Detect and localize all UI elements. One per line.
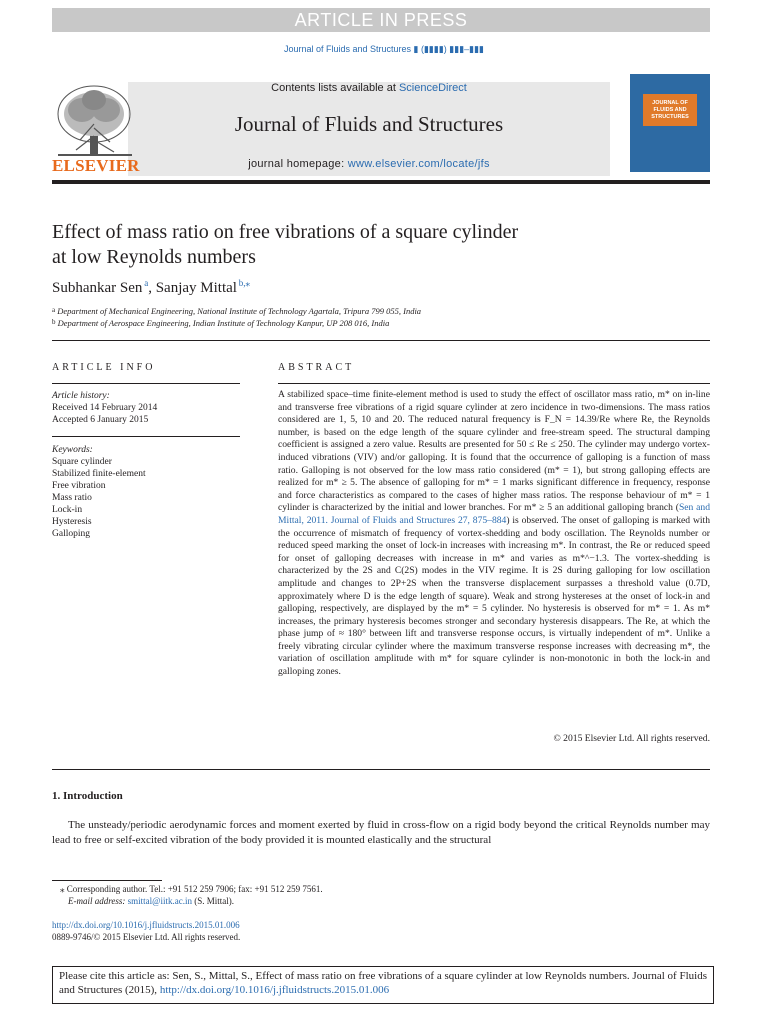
masthead-rule (52, 180, 710, 184)
affiliation-a-marker: a (52, 306, 56, 314)
homepage-link[interactable]: www.elsevier.com/locate/jfs (347, 158, 490, 170)
abstract-text-part2: ) is observed. The onset of galloping is marked with the occurrence of mismatch of frequency of vortex-shedding and body oscillation. The Reynolds number or reduced speed marking the onset of lock-in increases with increasing m*. In contrast, the Re or reduced speed for onset of galloping decreases with increase in m* and varies as m*^−1.3. The vortex-shedding is characterized by the 2S and C(2S) modes in the VIV regime. It is 2S during galloping for low oscillation amplitude and changes to 2P+2S when the transverse displacement surpasses a threshold value (0.7D, approximately where D is the edge length of square). Weak and strong hystereses at the onset of lock-in and galloping, respectively, are displayed by the m* = 5 cylinder. No hysteresis is observed for m* = 1. As m* increases, the primary hysteresis becomes stronger and secondary hysteresis disappears. The Re, at which the phase jump of ≈ 180° between lift and transverse response occurs, is virtually independent of m*. Unlike a freely vibrating circular cylinder where the maximum transverse response increases with decreasing m*, the variation of oscillation amplitude with m* for square cylinder is non-monotonic in both the lock-in and galloping zones. (278, 514, 710, 678)
article-title (52, 220, 672, 270)
cite-this-article-box (52, 966, 714, 1004)
email-note (68, 896, 234, 906)
affiliation-b (52, 318, 389, 328)
contents-line (128, 82, 610, 94)
article-history (52, 390, 157, 426)
keywords (52, 444, 146, 540)
article-info-heading: ARTICLE INFO (52, 362, 156, 373)
copyright: © 2015 Elsevier Ltd. All rights reserved. (553, 733, 710, 744)
cite-doi-link[interactable]: http://dx.doi.org/10.1016/j.jfluidstructs.2015.01.006 (159, 984, 390, 996)
accepted-date: Accepted 6 January 2015 (52, 415, 149, 425)
article-title-line1: Effect of mass ratio on free vibrations of a square cylinder (52, 221, 519, 243)
section-divider (52, 340, 710, 341)
author-sen-affiliation-link[interactable]: a (144, 278, 149, 288)
abstract-heading: ABSTRACT (278, 362, 355, 373)
received-date: Received 14 February 2014 (52, 403, 158, 413)
abstract-body (278, 389, 710, 679)
journal-reference-link[interactable]: Journal of Fluids and Structures ▮ (▮▮▮▮) ▮▮▮–▮▮▮ (283, 44, 485, 54)
keyword-item: Square cylinder (52, 457, 112, 467)
journal-cover-image[interactable] (630, 74, 710, 172)
keyword-item: Stabilized finite-element (52, 469, 146, 479)
affiliation-b-marker: b (52, 318, 56, 326)
homepage-prefix: journal homepage: (248, 158, 348, 170)
article-in-press-banner: ARTICLE IN PRESS (52, 8, 710, 32)
info-divider (52, 383, 240, 384)
email-label: E-mail address: (68, 896, 128, 906)
affiliation-a-text: Department of Mechanical Engineering, National Institute of Technology Agartala, Tripura 799 055, India (57, 306, 422, 316)
contents-prefix: Contents lists available at (271, 82, 399, 94)
keyword-item: Lock-in (52, 505, 83, 515)
authors: Subhankar Sen $^a$, Sanjay Mittal $^{b,⁎}$ (52, 278, 251, 296)
email-link[interactable]: smittal@iitk.ac.in (127, 896, 192, 906)
elsevier-wordmark: ELSEVIER (52, 156, 140, 175)
history-label: Article history: (52, 391, 110, 401)
keyword-item: Free vibration (52, 481, 106, 491)
keyword-item: Galloping (52, 529, 90, 539)
abstract-divider (278, 383, 710, 384)
affiliation-b-text: Department of Aerospace Engineering, Indian Institute of Technology Kanpur, UP 208 016, India (57, 318, 390, 328)
sciencedirect-link[interactable]: ScienceDirect (398, 82, 467, 94)
journal-title: Journal of Fluids and Structures (234, 112, 504, 136)
citation-link[interactable]: Sen and Mittal, 2011. Journal of Fluids and Structures 27, 875–884 (278, 502, 710, 526)
article-title-line2: at low Reynolds numbers (52, 246, 256, 268)
cite-text: Please cite this article as: Sen, S., Mittal, S., Effect of mass ratio on free vibrations of a square cylinder at low Reynolds numbers. Journal of Fluids and Structures (2015), (59, 970, 707, 996)
section-divider (52, 769, 710, 770)
abstract-text-part1: A stabilized space–time finite-element method is used to study the effect of oscillator mass ratio, m* on in-line and transverse free vibrations of a rigid square cylinder at zero incidence in two-dimensions. The mass ratios considered are 1, 5, 10 and 20. The reduced natural frequency is F_N = 14.39/Re where Re, the Reynolds number, is based on the edge length of the square cylinder and free-stream speed. The structural damping coefficient is assigned a zero value. Results are presented for 50 ≤ Re ≤ 250. The cylinder may undergo vortex-induced vibrations (VIV) and/or galloping. It is found that the occurrence of galloping is a function of mass ratio. Galloping is not observed for the low mass ratio considered (m* = 1), but strong galloping effects are realized for m* ≥ 5. The absence of galloping for m* = 1 marks significant difference in frequency, response and force characteristics as compared to the cases of higher mass ratios. The response behaviour of m* = 1 cylinder is characterized by the initial and lower branches. For m* ≥ 5 an additional galloping branch ( (278, 389, 710, 514)
keywords-label: Keywords: (52, 445, 93, 455)
author-sen: Subhankar Sen (52, 280, 143, 296)
homepage-line (128, 158, 610, 170)
footnote-divider (52, 880, 162, 881)
introduction-paragraph: The unsteady/periodic aerodynamic forces and moment exerted by fluid in cross-flow on a rigid body beyond the critical Reynolds number may lead to free or self-excited vibration of the body provided it is mounted elastically and the structural (52, 819, 710, 846)
author-mittal: Sanjay Mittal (155, 280, 237, 296)
keyword-item: Mass ratio (52, 493, 92, 503)
introduction-heading: 1. Introduction (52, 790, 123, 802)
issn-line: 0889-9746/© 2015 Elsevier Ltd. All rights reserved. (52, 932, 241, 942)
keyword-item: Hysteresis (52, 517, 92, 527)
author-mittal-affiliation-link[interactable]: b,⁎ (238, 278, 251, 288)
cover-title: JOURNAL OF FLUIDS AND STRUCTURES (643, 94, 697, 126)
affiliation-a (52, 306, 421, 316)
doi-link[interactable]: http://dx.doi.org/10.1016/j.jfluidstructs.2015.01.006 (52, 920, 240, 930)
email-suffix: (S. Mittal). (191, 896, 234, 906)
corresponding-author-note: ⁎ Corresponding author. Tel.: +91 512 259 7906; fax: +91 512 259 7561. (60, 884, 323, 894)
info-divider (52, 436, 240, 437)
